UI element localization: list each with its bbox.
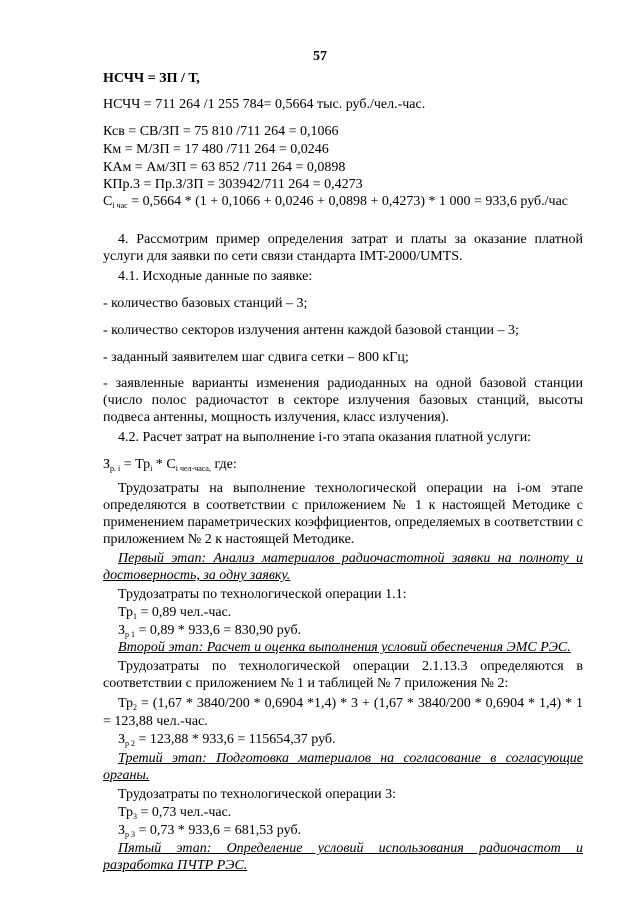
page-number: 57 bbox=[313, 49, 327, 64]
stage-2-tp-subscript: 2 bbox=[133, 703, 138, 712]
formula-km: Км = М/ЗП = 17 480 /711 264 = 0,0246 bbox=[103, 142, 329, 157]
stage-3-tp-value: = 0,73 чел.-час. bbox=[140, 805, 232, 820]
stage-3-tp-label: Тр bbox=[118, 805, 134, 820]
formula-kpr: КПр.3 = Пр.З/ЗП = 303942/711 264 = 0,4273 bbox=[103, 177, 363, 192]
stage-3-tp-subscript: 3 bbox=[133, 812, 138, 821]
stage-2-title: Второй этап: Расчет и оценка выполнения условий обеспечения ЭМС РЭС. bbox=[118, 640, 571, 655]
stage-3-z bbox=[118, 822, 301, 840]
stage-1-tp-label: Тр bbox=[118, 605, 134, 620]
formula-c-rest: = 0,5664 * (1 + 0,1066 + 0,0246 + 0,0898 + 0,4273) * 1 000 = 933,6 руб./час bbox=[131, 194, 569, 209]
stage-3-z-value: = 0,73 * 933,6 = 681,53 руб. bbox=[138, 823, 302, 838]
section-4-2-heading: 4.2. Расчет затрат на выполнение i-го этапа оказания платной услуги: bbox=[118, 430, 532, 445]
formula-z-tp-subscript: i bbox=[150, 464, 153, 473]
stage-1-labor: Трудозатраты по технологической операции 1.1: bbox=[118, 587, 407, 602]
stage-1-z-value: = 0,89 * 933,6 = 830,90 руб. bbox=[138, 623, 302, 638]
stage-3-tp bbox=[118, 804, 231, 822]
stage-2-tp-label: Тр bbox=[118, 696, 134, 711]
section-4-1-heading: 4.1. Исходные данные по заявке: bbox=[118, 269, 313, 284]
stage-1-tp-value: = 0,89 чел.-час. bbox=[140, 605, 232, 620]
stage-2-z-label: З bbox=[118, 732, 126, 747]
stage-2-z bbox=[118, 731, 336, 749]
labor-paragraph: Трудозатраты на выполнение технологической операции на i-ом этапе определяются в соответствии с приложением № 1 к настоящей Методике с применением параметрических коэффициентов, определяемых в соответствии с приложением № 2 к настоящей Методике. bbox=[103, 481, 583, 547]
formula-c-subscript: i час bbox=[112, 201, 128, 210]
stage-5-title: Пятый этап: Определение условий использования радиочастот и разработка ПЧТР РЭС. bbox=[103, 841, 583, 873]
formula-c-symbol: C bbox=[103, 194, 113, 209]
stage-2-tp-value: = (1,67 * 3840/200 * 0,6904 *1,4) * 3 + (1,67 * 3840/200 * 0,6904 * 1,4) * 1 = 123,88 чел.-час. bbox=[103, 696, 584, 729]
formula-z-where: где: bbox=[214, 457, 237, 472]
stage-3-z-label: З bbox=[118, 823, 126, 838]
stage-3-title: Третий этап: Подготовка материалов на согласование в согласующие органы. bbox=[103, 751, 583, 783]
formula-c-hour bbox=[103, 193, 583, 211]
bullet-base-stations: - количество базовых станций – 3; bbox=[103, 296, 308, 311]
stage-3-labor: Трудозатраты по технологической операции 3: bbox=[118, 787, 396, 802]
formula-z-pi bbox=[103, 456, 237, 474]
formula-nschch: НСЧЧ = ЗП / Т, bbox=[103, 71, 200, 86]
formula-nschch-calc: НСЧЧ = 711 264 /1 255 784= 0,5664 тыс. руб./чел.-час. bbox=[103, 97, 426, 112]
stage-1-z bbox=[118, 622, 301, 640]
formula-ksv: Ксв = СВ/ЗП = 75 810 /711 264 = 0,1066 bbox=[103, 124, 339, 139]
bullet-variants: - заявленные варианты изменения радиоданных на одной базовой станции (число полос радиочастот в секторе излучения базовых станций, высоты подвеса антенны, мощность излучения, класс излучения). bbox=[103, 376, 583, 425]
stage-1-tp-subscript: 1 bbox=[133, 612, 138, 621]
formula-z-tp: = Тр bbox=[123, 457, 151, 472]
formula-z-c-subscript: i чел-часа, bbox=[175, 464, 211, 473]
formula-z-subscript: р. i bbox=[110, 464, 121, 473]
stage-1-tp bbox=[118, 604, 231, 622]
stage-2-tp bbox=[103, 695, 583, 730]
formula-z-c: * С bbox=[155, 457, 176, 472]
stage-3-z-subscript: р 3 bbox=[125, 830, 136, 839]
stage-1-title: Первый этап: Анализ материалов радиочастотной заявки на полноту и достоверность, за одну заявку. bbox=[103, 551, 583, 583]
bullet-grid-step: - заданный заявителем шаг сдвига сетки – 800 кГц; bbox=[103, 350, 409, 365]
section-4-paragraph: 4. Рассмотрим пример определения затрат и платы за оказание платной услуги для заявки по сети связи стандарта IMT-2000/UMTS. bbox=[103, 232, 583, 264]
stage-2-paragraph: Трудозатраты по технологической операции 2.1.13.3 определяются в соответствии с приложением № 1 и таблицей № 7 приложения № 2: bbox=[103, 659, 583, 691]
formula-kam: КАм = Ам/ЗП = 63 852 /711 264 = 0,0898 bbox=[103, 160, 346, 175]
formula-z-symbol: З bbox=[103, 457, 111, 472]
stage-1-z-label: З bbox=[118, 623, 126, 638]
stage-2-z-subscript: р 2 bbox=[125, 739, 136, 748]
stage-2-z-value: = 123,88 * 933,6 = 115654,37 руб. bbox=[138, 732, 336, 747]
bullet-sectors: - количество секторов излучения антенн каждой базовой станции – 3; bbox=[103, 323, 519, 338]
stage-1-z-subscript: р 1 bbox=[125, 630, 136, 639]
